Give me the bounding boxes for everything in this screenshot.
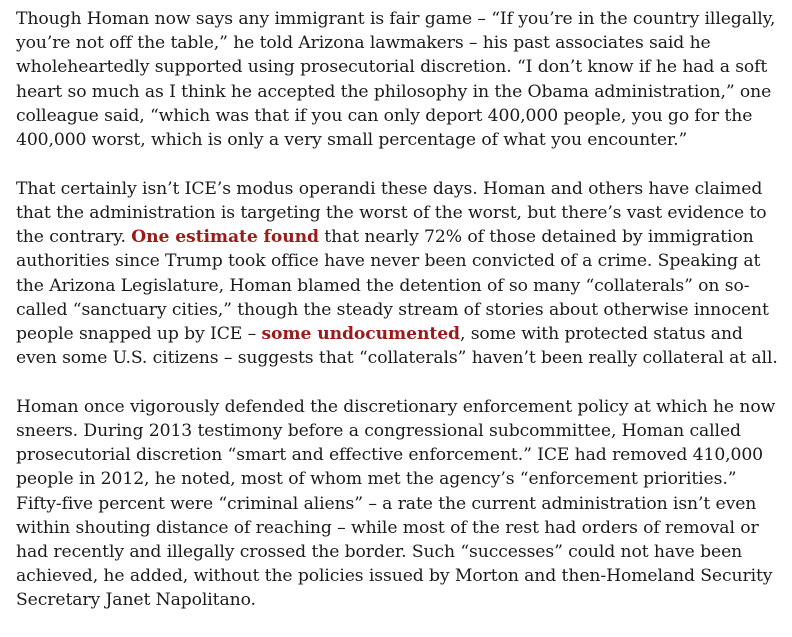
- paragraph-2: [16, 177, 780, 371]
- paragraph-2-text-3: , some with protected status and even some U.S. citizens – suggests that “collaterals” haven’t been really collateral at all.: [16, 323, 778, 369]
- paragraph-2-text-1: That certainly isn’t ICE’s modus operandi these days. Homan and others have claimed that the administration is targeting the worst of the worst, but there’s vast evidence to the contrary.: [16, 178, 767, 248]
- paragraph-2-text-2: that nearly 72% of those detained by immigration authorities since Trump took office have never been convicted of a crime. Speaking at the Arizona Legislature, Homan blamed the detention of so many “collaterals” on so-called “sanctuary cities,” though the steady stream of stories about otherwise innocent people snapped up by ICE –: [16, 227, 769, 344]
- paragraph-3: Homan once vigorously defended the discretionary enforcement policy at which he now sneers. During 2013 testimony before a congressional subcommittee, Homan called prosecutorial discretion “smart and effective enforcement.” ICE had removed 410,000 people in 2012, he noted, most of whom met the agency’s “enforcement priorities.” Fifty-five percent were “criminal aliens” – a rate the current administration isn’t even within shouting distance of reaching – while most of the rest had orders of removal or had recently and illegally crossed the border. Such “successes” could not have been achieved, he added, without the policies issued by Morton and then-Homeland Security Secretary Janet Napolitano.: [16, 396, 776, 611]
- some-undocumented-link[interactable]: some undocumented: [261, 323, 460, 344]
- article-body: [16, 7, 780, 637]
- one-estimate-found-link[interactable]: One estimate found: [131, 227, 319, 248]
- paragraph-1: Though Homan now says any immigrant is fair game – “If you’re in the country illegally, you’re not off the table,” he told Arizona lawmakers – his past associates said he wholeheartedly supported using prosecutorial discretion. “I don’t know if he had a soft heart so much as I think he accepted the philosophy in the Obama administration,” one colleague said, “which was that if you can only deport 400,000 people, you go for the 400,000 worst, which is only a very small percentage of what you encounter.”: [16, 9, 776, 151]
